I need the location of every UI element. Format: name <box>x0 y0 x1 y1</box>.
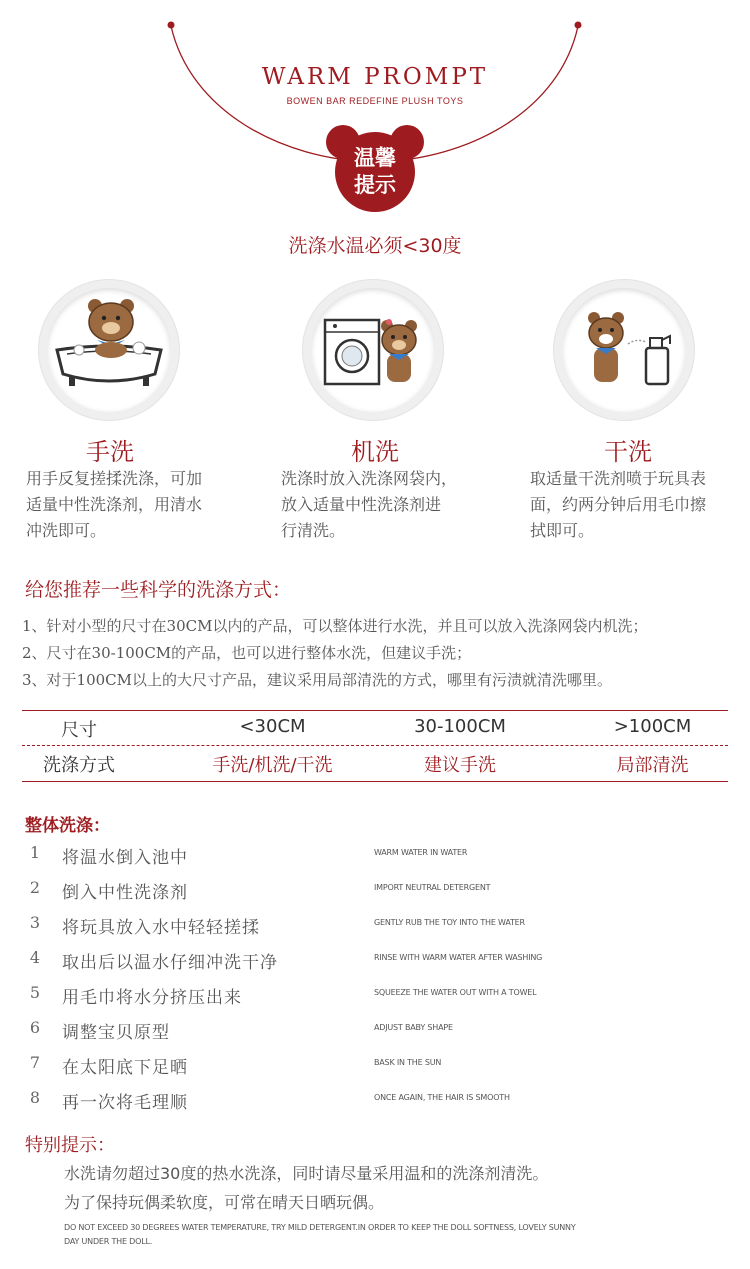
steps-title: 整体洗涤： <box>25 816 110 836</box>
hand-wash-title: 手洗 <box>86 438 134 466</box>
table-cell: >100CM <box>613 716 692 737</box>
step-number: 4 <box>29 948 41 967</box>
table-cell: 建议手洗 <box>424 755 496 776</box>
badge-text <box>321 145 429 199</box>
step-cn: 用毛巾将水分挤压出来 <box>62 988 242 1008</box>
step-en: RINSE WITH WARM WATER AFTER WASHING <box>374 953 543 962</box>
warm-prompt-subtitle: BOWEN BAR REDEFINE PLUSH TOYS <box>286 96 464 106</box>
dry-clean-title: 干洗 <box>604 438 652 466</box>
step-number: 5 <box>29 983 41 1002</box>
bear-bathtub-icon <box>47 288 171 412</box>
dry-clean-desc <box>530 466 735 544</box>
table-cell: 洗涤方式 <box>43 755 115 776</box>
dry-clean-desc-line: 取适量干洗剂喷于玩具表 <box>530 469 707 488</box>
step-en: BASK IN THE SUN <box>374 1058 442 1067</box>
step-number: 6 <box>29 1018 41 1037</box>
dry-clean-circle <box>553 279 695 421</box>
step-en: WARM WATER IN WATER <box>374 848 468 857</box>
step-number: 1 <box>29 843 41 862</box>
dry-clean-desc-line: 面，约两分钟后用毛巾擦 <box>530 495 707 514</box>
table-top-rule <box>22 710 728 711</box>
table-cell: 尺寸 <box>61 720 97 741</box>
hand-wash-desc-line: 用手反复搓揉洗涤，可加 <box>26 469 203 488</box>
hand-wash-desc-line: 适量中性洗涤剂，用清水 <box>26 495 203 514</box>
step-cn: 倒入中性洗涤剂 <box>62 883 188 903</box>
step-number: 2 <box>29 878 41 897</box>
dry-clean-desc-line: 拭即可。 <box>530 521 595 540</box>
warm-prompt-title: WARM PROMPT <box>261 64 489 90</box>
step-number: 3 <box>29 913 41 932</box>
special-title: 特别提示： <box>25 1135 115 1156</box>
hand-wash-circle <box>38 279 180 421</box>
table-middle-rule <box>22 745 728 746</box>
recommend-line-1: 1、针对小型的尺寸在30CM以内的产品，可以整体进行水洗，并且可以放入洗涤网袋内机洗； <box>22 617 648 635</box>
recommend-title: 给您推荐一些科学的洗涤方式： <box>25 579 292 601</box>
special-english-note: DO NOT EXCEED 30 DEGREES WATER TEMPERATURE, TRY MILD DETERGENT.IN ORDER TO KEEP THE DOLL SOFTNESS, LOVELY SUNNY DAY UNDER THE DOLL. <box>64 1223 576 1246</box>
table-cell: <30CM <box>239 716 306 737</box>
step-number: 8 <box>29 1088 41 1107</box>
step-en: ADJUST BABY SHAPE <box>374 1023 453 1032</box>
table-cell: 局部清洗 <box>616 755 689 776</box>
recommend-line-3: 3、对于100CM以上的大尺寸产品，建议采用局部清洗的方式，哪里有污渍就清洗哪里。 <box>22 671 613 689</box>
step-en: ONCE AGAIN, THE HAIR IS SMOOTH <box>374 1093 510 1102</box>
step-cn: 取出后以温水仔细冲洗干净 <box>62 953 278 973</box>
hand-wash-desc <box>26 466 231 544</box>
step-en: IMPORT NEUTRAL DETERGENT <box>374 883 491 892</box>
machine-wash-circle <box>302 279 444 421</box>
badge-line-2: 提示 <box>354 173 396 197</box>
machine-wash-desc-line: 洗涤时放入洗涤网袋内， <box>281 469 458 488</box>
hand-wash-desc-line: 冲洗即可。 <box>26 521 107 540</box>
step-cn: 调整宝贝原型 <box>62 1023 170 1043</box>
step-en: GENTLY RUB THE TOY INTO THE WATER <box>374 918 525 927</box>
step-number: 7 <box>29 1053 41 1072</box>
temperature-note: 洗涤水温必须<30度 <box>288 235 462 257</box>
special-line-2: 为了保持玩偶柔软度，可常在晴天日晒玩偶。 <box>64 1193 385 1212</box>
special-line-1: 水洗请勿超过30度的热水洗涤，同时请尽量采用温和的洗涤剂清洗。 <box>64 1164 549 1183</box>
step-en: SQUEEZE THE WATER OUT WITH A TOWEL <box>374 988 537 997</box>
badge-line-1: 温馨 <box>354 146 396 170</box>
machine-wash-title: 机洗 <box>351 438 399 466</box>
step-cn: 再一次将毛理顺 <box>62 1093 188 1113</box>
bear-dry-clean-spray-icon <box>562 288 686 412</box>
table-bottom-rule <box>22 781 728 782</box>
table-cell: 手洗/机洗/干洗 <box>212 755 333 776</box>
machine-wash-desc <box>281 466 486 544</box>
bear-washing-machine-icon <box>311 288 435 412</box>
table-cell: 30-100CM <box>414 716 506 737</box>
machine-wash-desc-line: 放入适量中性洗涤剂进 <box>281 495 442 514</box>
machine-wash-desc-line: 行清洗。 <box>281 521 346 540</box>
step-cn: 将玩具放入水中轻轻搓揉 <box>62 918 260 938</box>
step-cn: 将温水倒入池中 <box>62 848 188 868</box>
step-cn: 在太阳底下足晒 <box>62 1058 188 1078</box>
recommend-line-2: 2、尺寸在30-100CM的产品，也可以进行整体水洗，但建议手洗； <box>22 644 472 662</box>
